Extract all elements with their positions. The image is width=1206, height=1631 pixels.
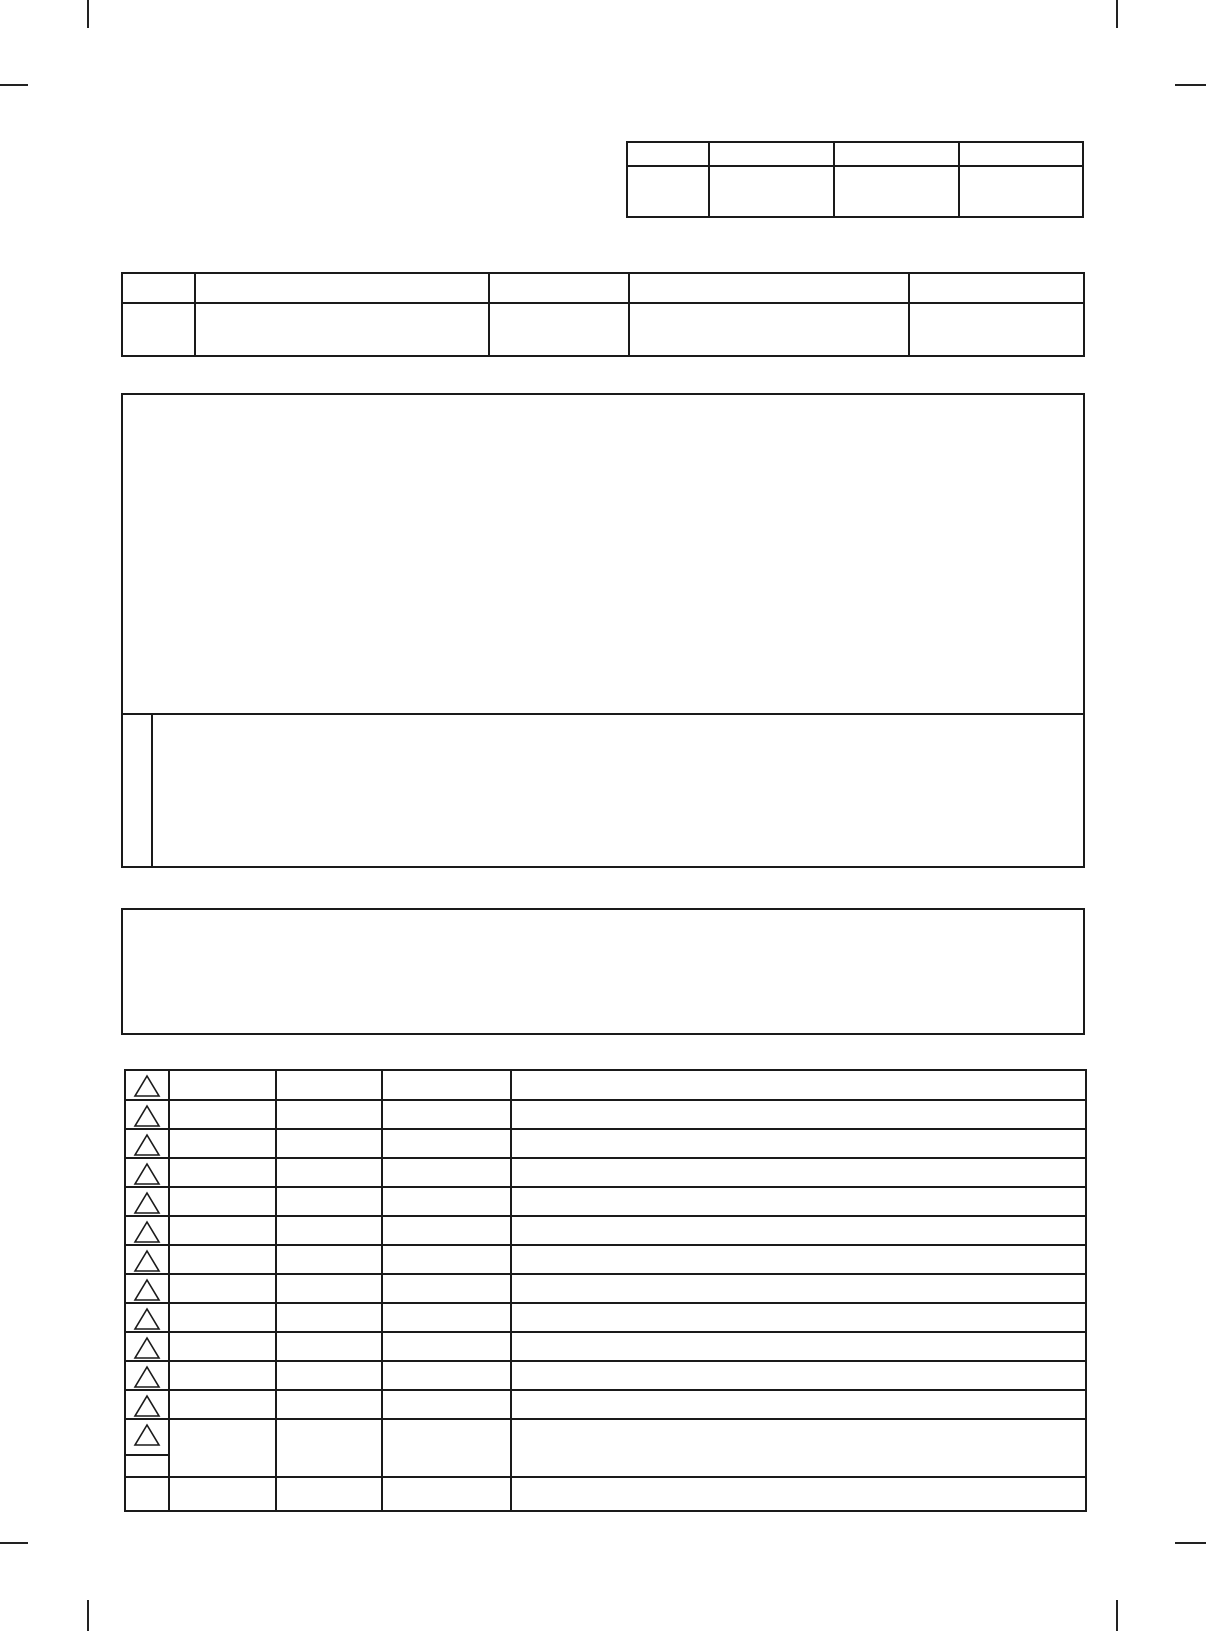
header-cell <box>628 143 709 166</box>
revision-delta-triangle-icon <box>133 1307 161 1331</box>
crop-mark-top-left-horizontal <box>0 84 28 86</box>
revision-cell <box>382 1274 511 1303</box>
header-cell <box>959 143 1082 166</box>
revision-marker-cell <box>126 1477 169 1510</box>
title-value-cell <box>629 303 909 355</box>
side-label-strip <box>123 713 153 866</box>
revision-cell <box>382 1303 511 1332</box>
revision-cell <box>276 1216 382 1245</box>
revision-cell <box>382 1390 511 1419</box>
revision-cell <box>169 1071 276 1100</box>
revision-row <box>126 1216 1085 1245</box>
revision-row <box>126 1303 1085 1332</box>
revision-cell <box>169 1216 276 1245</box>
revision-cell <box>276 1100 382 1129</box>
revision-cell <box>169 1100 276 1129</box>
revision-description-cell <box>511 1419 1085 1477</box>
revision-description-cell <box>511 1216 1085 1245</box>
revision-cell <box>169 1245 276 1274</box>
revision-marker-cell <box>126 1332 169 1361</box>
revision-cell <box>169 1303 276 1332</box>
revision-description-cell <box>511 1187 1085 1216</box>
revision-cell <box>169 1419 276 1477</box>
revision-cell <box>382 1332 511 1361</box>
revision-cell <box>169 1390 276 1419</box>
revision-delta-triangle-icon <box>133 1394 161 1418</box>
revision-row <box>126 1187 1085 1216</box>
revision-cell <box>276 1303 382 1332</box>
crop-mark-bottom-left-vertical <box>87 1600 89 1631</box>
crop-mark-top-right-vertical <box>1116 0 1118 28</box>
revision-row <box>126 1419 1085 1477</box>
revision-marker-cell <box>126 1419 169 1477</box>
revision-cell <box>382 1100 511 1129</box>
title-value-cell <box>489 303 629 355</box>
header-cell <box>834 143 959 166</box>
revision-delta-triangle-icon <box>133 1220 161 1244</box>
revision-cell <box>276 1158 382 1187</box>
revision-cell <box>169 1361 276 1390</box>
marker-sub-divider <box>126 1454 168 1456</box>
revision-cell <box>169 1274 276 1303</box>
revision-description-cell <box>511 1303 1085 1332</box>
revision-marker-cell <box>126 1187 169 1216</box>
title-header-cell <box>489 274 629 303</box>
revision-cell <box>382 1071 511 1100</box>
revision-row <box>126 1071 1085 1100</box>
revision-delta-triangle-icon <box>133 1104 161 1128</box>
revision-marker-cell <box>126 1129 169 1158</box>
revision-cell <box>169 1187 276 1216</box>
revision-row <box>126 1274 1085 1303</box>
revision-marker-cell <box>126 1245 169 1274</box>
revision-row <box>126 1100 1085 1129</box>
revision-delta-triangle-icon <box>133 1365 161 1389</box>
revision-row <box>126 1245 1085 1274</box>
revision-description-cell <box>511 1100 1085 1129</box>
revision-marker-cell <box>126 1361 169 1390</box>
revision-cell <box>276 1129 382 1158</box>
revision-cell <box>169 1158 276 1187</box>
revision-cell <box>276 1477 382 1510</box>
header-value-cell <box>628 166 709 216</box>
revision-marker-cell <box>126 1071 169 1100</box>
revision-description-cell <box>511 1361 1085 1390</box>
revision-cell <box>169 1477 276 1510</box>
title-value-cell <box>195 303 489 355</box>
revision-row <box>126 1129 1085 1158</box>
crop-mark-top-right-horizontal <box>1175 84 1206 86</box>
revision-cell <box>276 1274 382 1303</box>
revision-cell <box>276 1332 382 1361</box>
revision-cell <box>169 1129 276 1158</box>
revision-delta-triangle-icon <box>133 1278 161 1302</box>
title-block-grid <box>121 272 1085 357</box>
title-header-cell <box>123 274 195 303</box>
revision-cell <box>382 1419 511 1477</box>
revision-marker-cell <box>126 1274 169 1303</box>
revision-marker-cell <box>126 1216 169 1245</box>
header-cell <box>709 143 834 166</box>
revision-cell <box>382 1216 511 1245</box>
title-header-cell <box>629 274 909 303</box>
header-value-cell <box>959 166 1082 216</box>
revision-delta-triangle-icon <box>133 1423 161 1447</box>
revision-delta-triangle-icon <box>133 1162 161 1186</box>
header-value-cell <box>834 166 959 216</box>
revision-cell <box>382 1477 511 1510</box>
revision-row <box>126 1390 1085 1419</box>
revision-row <box>126 1361 1085 1390</box>
revision-delta-triangle-icon <box>133 1133 161 1157</box>
revision-cell <box>276 1390 382 1419</box>
section-divider <box>153 713 1083 715</box>
revision-description-cell <box>511 1245 1085 1274</box>
title-value-cell <box>909 303 1083 355</box>
revision-description-cell <box>511 1071 1085 1100</box>
revision-cell <box>169 1332 276 1361</box>
revision-delta-triangle-icon <box>133 1074 161 1098</box>
crop-mark-bottom-right-vertical <box>1116 1600 1118 1631</box>
revision-cell <box>382 1187 511 1216</box>
revision-row <box>126 1158 1085 1187</box>
revision-row <box>126 1477 1085 1510</box>
notes-box <box>121 908 1085 1035</box>
title-header-cell <box>909 274 1083 303</box>
revision-marker-cell <box>126 1158 169 1187</box>
revision-cell <box>382 1158 511 1187</box>
revision-description-cell <box>511 1477 1085 1510</box>
revision-marker-cell <box>126 1100 169 1129</box>
revision-delta-triangle-icon <box>133 1191 161 1215</box>
revision-description-cell <box>511 1158 1085 1187</box>
revision-cell <box>382 1245 511 1274</box>
header-info-grid <box>626 141 1084 218</box>
main-content-box <box>121 393 1085 868</box>
title-header-cell <box>195 274 489 303</box>
revision-cell <box>276 1071 382 1100</box>
revision-delta-triangle-icon <box>133 1336 161 1360</box>
revision-description-cell <box>511 1274 1085 1303</box>
revision-description-cell <box>511 1332 1085 1361</box>
crop-mark-top-left-vertical <box>87 0 89 28</box>
revision-row <box>126 1332 1085 1361</box>
crop-mark-bottom-left-horizontal <box>0 1542 28 1544</box>
title-value-cell <box>123 303 195 355</box>
revision-cell <box>382 1361 511 1390</box>
revision-delta-triangle-icon <box>133 1249 161 1273</box>
revision-history-table <box>124 1069 1087 1512</box>
header-value-cell <box>709 166 834 216</box>
revision-cell <box>276 1245 382 1274</box>
revision-cell <box>276 1187 382 1216</box>
revision-description-cell <box>511 1129 1085 1158</box>
revision-description-cell <box>511 1390 1085 1419</box>
revision-cell <box>276 1361 382 1390</box>
revision-marker-cell <box>126 1303 169 1332</box>
revision-cell <box>382 1129 511 1158</box>
revision-cell <box>276 1419 382 1477</box>
revision-marker-cell <box>126 1390 169 1419</box>
crop-mark-bottom-right-horizontal <box>1175 1542 1206 1544</box>
